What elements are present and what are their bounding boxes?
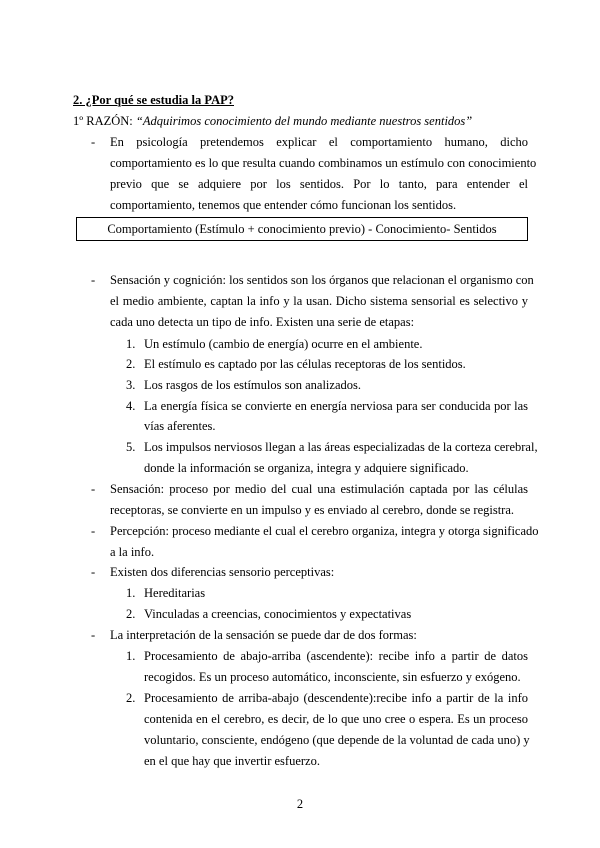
stage-text: El estímulo es captado por las células receptoras de los sentidos. [144,357,466,371]
para1-line: comportamiento, tenemos que entender cómo funcionan los sentidos. [110,198,457,212]
form-text: voluntario, consciente, endógeno (que depende de la voluntad de cada uno) y [144,733,530,747]
stage-text: La energía física se convierte en energía nerviosa para ser conducida por las [144,399,528,413]
stage-number: 4. [126,399,136,413]
diff-number: 1. [126,586,136,600]
stage-text: donde la información se organiza, integra y adquiere significado. [144,461,469,475]
sensacion-line: Sensación: proceso por medio del cual una estimulación captada por las células [110,482,528,496]
bullet-dash: - [91,628,96,642]
page-number: 2 [296,797,304,811]
sensacion-line: receptoras, se convierte en un impulso y es enviado al cerebro, donde se registra. [110,503,515,517]
bullet-dash: - [91,135,96,149]
stage-number: 5. [126,440,136,454]
summary-box: Comportamiento (Estímulo + conocimiento previo) - Conocimiento- Sentidos [76,217,528,241]
para1-line: En psicología pretendemos explicar el comportamiento humano, dicho [110,135,528,149]
bullet-dash: - [91,482,96,496]
form-text: recogidos. Es un proceso automático, inconsciente, sin esfuerzo y exógeno. [144,670,521,684]
para1-line: previo que se adquiere por los sentidos. Por lo tanto, para entender el [110,177,528,191]
stage-text: Un estímulo (cambio de energía) ocurre en el ambiente. [144,337,423,351]
stage-text: Los rasgos de los estímulos son analizados. [144,378,361,392]
form-text: en el que hay que invertir esfuerzo. [144,754,320,768]
stage-number: 3. [126,378,136,392]
form-text: Procesamiento de arriba-abajo (descendente):recibe info a partir de la info [144,691,528,705]
diff-text: Hereditarias [144,586,206,600]
para2-line: el medio ambiente, captan la info y la usan. Dicho sistema sensorial es selectivo y [110,294,528,308]
bullet-dash: - [91,524,96,538]
stage-number: 2. [126,357,136,371]
bullet-dash: - [91,565,96,579]
para2-line: Sensación y cognición: los sentidos son los órganos que relacionan el organismo con [110,273,534,287]
form-number: 1. [126,649,136,663]
stage-number: 1. [126,337,136,351]
para1-line: comportamiento es lo que resulta cuando combinamos un estímulo con conocimiento [110,156,537,170]
section-heading: 2. ¿Por qué se estudia la PAP? [73,93,234,107]
para2-line: cada uno detecta un tipo de info. Existen una serie de etapas: [110,315,415,329]
interpretacion-line: La interpretación de la sensación se puede dar de dos formas: [110,628,417,642]
percepcion-line: Percepción: proceso mediante el cual el cerebro organiza, integra y otorga significado [110,524,539,538]
bullet-dash: - [91,273,96,287]
diff-text: Vinculadas a creencias, conocimientos y expectativas [144,607,412,621]
stage-text: vías aferentes. [144,419,216,433]
reason-line [73,114,472,129]
form-text: Procesamiento de abajo-arriba (ascendente): recibe info a partir de datos [144,649,528,663]
reason-label: 1º RAZÓN: [73,114,136,128]
form-number: 2. [126,691,136,705]
diff-number: 2. [126,607,136,621]
form-text: contenida en el cerebro, es decir, de lo que uno cree o espera. Es un proceso [144,712,528,726]
diferencias-line: Existen dos diferencias sensorio perceptivas: [110,565,335,579]
percepcion-line: a la info. [110,545,155,559]
stage-text: Los impulsos nerviosos llegan a las áreas especializadas de la corteza cerebral, [144,440,538,454]
reason-quote: “Adquirimos conocimiento del mundo mediante nuestros sentidos” [135,114,473,128]
